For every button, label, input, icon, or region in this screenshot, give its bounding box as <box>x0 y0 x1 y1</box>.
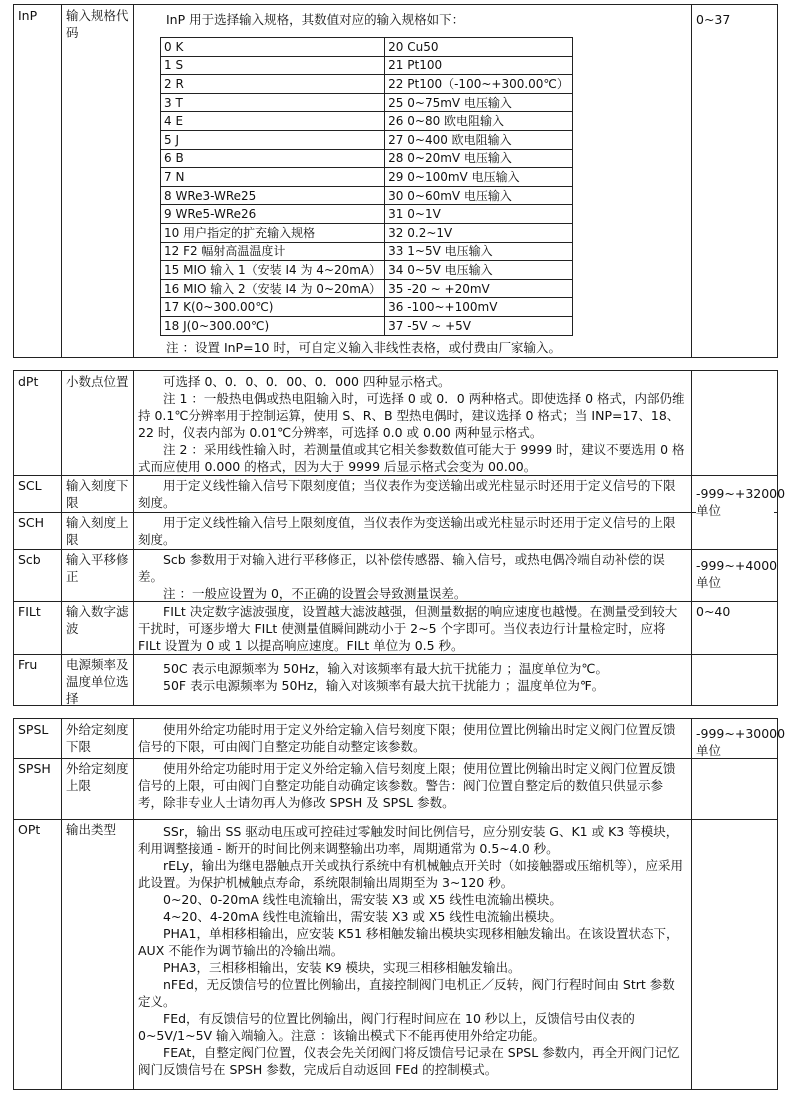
output-params-section <box>13 718 786 1090</box>
spec-row <box>161 112 573 131</box>
param-row-fru <box>14 654 777 707</box>
spec-row <box>161 168 573 187</box>
param-row-filt <box>14 601 777 654</box>
param-desc: 使用外给定功能时用于定义外给定输入信号刻度上限；使用位置比例输出时定义阀门位置反馈信号的上限，可由阀门自整定功能自动确定该参数。警告：阀门位置自整定后的数值只供显示参考，除非专业人士请勿再人为修改 SPSH 及 SPSL 参数。 <box>138 761 676 810</box>
param-name: 输入刻度下限 <box>66 478 129 510</box>
spec-row <box>161 93 573 112</box>
spec-cell-right: 34 0~5V 电压输入 <box>385 261 573 280</box>
spec-cell-right: 32 0.2~1V <box>385 223 573 242</box>
param-name: 外给定刻度下限 <box>66 722 129 754</box>
param-range: -999~+4000 单位 <box>696 558 778 590</box>
spec-cell-right: 22 Pt100（-100~+300.00℃） <box>385 75 573 94</box>
spec-cell-left: 18 J(0~300.00℃) <box>161 316 385 335</box>
spec-cell-left: 2 R <box>161 75 385 94</box>
spec-row <box>161 205 573 224</box>
spec-cell-left: 15 MIO 输入 1（安装 I4 为 4~20mA） <box>161 261 385 280</box>
spec-cell-right: 26 0~80 欧电阻输入 <box>385 112 573 131</box>
spec-cell-left: 9 WRe5-WRe26 <box>161 205 385 224</box>
spec-cell-left: 8 WRe3-WRe25 <box>161 186 385 205</box>
param-row-sch <box>14 512 777 549</box>
spec-cell-left: 12 F2 幅射高温温度计 <box>161 242 385 261</box>
param-code: SPSH <box>18 761 51 776</box>
spec-row <box>161 242 573 261</box>
param-row-spsl <box>14 719 786 758</box>
spec-cell-left: 1 S <box>161 56 385 75</box>
spec-row <box>161 186 573 205</box>
spec-cell-left: 7 N <box>161 168 385 187</box>
spec-row <box>161 298 573 317</box>
spec-row <box>161 149 573 168</box>
param-row-scl <box>14 475 777 512</box>
param-name: 输入刻度上限 <box>66 515 129 547</box>
param-desc: Scb 参数用于对输入进行平移修正，以补偿传感器、输入信号，或热电偶冷端自动补偿的误差。 注 ：一般应设置为 0，不正确的设置会导致测量误差。 <box>138 552 665 601</box>
param-code: SCL <box>18 478 42 493</box>
inp-intro: InP 用于选择输入规格，其数值对应的输入规格如下： <box>166 12 465 27</box>
param-row-spsh <box>14 758 777 819</box>
param-range-scl-sch: -999~+32000 单位 <box>696 486 786 518</box>
param-name: 输入数字滤波 <box>66 604 129 636</box>
param-name-inp: 输入规格代码 <box>66 8 129 40</box>
param-code: SCH <box>18 515 45 530</box>
param-code: Scb <box>18 552 41 567</box>
param-name: 外给定刻度上限 <box>66 761 129 793</box>
param-desc: 50C 表示电源频率为 50Hz，输入对该频率有最大抗干扰能力 ；温度单位为℃。 50F 表示电源频率为 50Hz，输入对该频率有最大抗干扰能力 ；温度单位为℉。 <box>163 661 608 693</box>
spec-row <box>161 279 573 298</box>
spec-cell-right: 31 0~1V <box>385 205 573 224</box>
spec-cell-right: 33 1~5V 电压输入 <box>385 242 573 261</box>
spec-cell-left: 5 J <box>161 130 385 149</box>
spec-row <box>161 261 573 280</box>
param-code-inp: InP <box>18 8 38 23</box>
spec-cell-left: 10 用户指定的扩充输入规格 <box>161 223 385 242</box>
spec-cell-left: 4 E <box>161 112 385 131</box>
param-desc: 用于定义线性输入信号下限刻度值；当仪表作为变送输出或光柱显示时还用于定义信号的下限刻度。 <box>138 478 676 510</box>
param-desc: 使用外给定功能时用于定义外给定输入信号刻度下限；使用位置比例输出时定义阀门位置反馈信号的下限，可由阀门自整定功能自动整定该参数。 <box>138 722 676 754</box>
param-desc: FILt 决定数字滤波强度，设置越大滤波越强，但测量数据的响应速度也越慢。在测量受到较大干扰时，可逐步增大 FILt 使测量值瞬间跳动小于 2~5 个字即可。当仪表边行计量检定时，应将 FILt 设置为 0 或 1 以提高响应速度。FILt 单位为 0.5 秒。 <box>138 604 678 653</box>
param-desc: 可选择 0、0．0、0．00、0．000 四种显示格式。 注 1 ：一般热电偶或热电阻输入时，可选择 0 或 0．0 两种格式。即使选择 0 格式，内部仍维持 0.1℃分辨率用于控制运算，使用 S、R、B 型热电偶时，建议选择 0 格式；当 INP=17、18、22 时，仪表内部为 0.01℃分辨率，可选择 0.0 或 0.00 两种显示格式。 注 2 ：采用线性输入时，若测量值或其它相关参数数值可能大于 9999 时，建议不要选用 0 格式而应使用 0.000 的格式，因为大于 9999 后显示格式会变为 00.00。 <box>138 374 685 474</box>
spec-cell-left: 3 T <box>161 93 385 112</box>
param-code: OPt <box>18 822 41 837</box>
param-name: 输入平移修正 <box>66 552 129 584</box>
spec-cell-right: 20 Cu50 <box>385 38 573 57</box>
divider <box>133 5 134 357</box>
spec-cell-right: 36 -100~+100mV <box>385 298 573 317</box>
spec-row <box>161 56 573 75</box>
spec-cell-right: 25 0~75mV 电压输入 <box>385 93 573 112</box>
param-name: 输出类型 <box>66 822 117 837</box>
param-desc: 用于定义线性输入信号上限刻度值，当仪表作为变送输出或光柱显示时还用于定义信号的上限刻度。 <box>138 515 676 547</box>
spec-row <box>161 38 573 57</box>
divider <box>61 5 62 357</box>
param-code: dPt <box>18 374 39 389</box>
param-row-scb <box>14 549 777 601</box>
spec-cell-left: 16 MIO 输入 2（安装 I4 为 0~20mA） <box>161 279 385 298</box>
param-name: 电源频率及温度单位选择 <box>66 657 129 706</box>
divider <box>691 5 692 357</box>
spec-row <box>161 316 573 335</box>
input-params-section <box>13 370 786 706</box>
spec-cell-right: 29 0~100mV 电压输入 <box>385 168 573 187</box>
spec-cell-right: 30 0~60mV 电压输入 <box>385 186 573 205</box>
spec-cell-left: 17 K(0~300.00℃) <box>161 298 385 317</box>
param-range-inp: 0~37 <box>696 12 731 27</box>
spec-row <box>161 223 573 242</box>
param-code: Fru <box>18 657 38 672</box>
input-spec-table <box>160 37 573 336</box>
spec-row <box>161 130 573 149</box>
spec-row <box>161 75 573 94</box>
param-row-dpt <box>14 371 777 475</box>
spec-cell-right: 37 -5V ~ +5V <box>385 316 573 335</box>
param-row-opt <box>14 819 777 1091</box>
spec-cell-left: 6 B <box>161 149 385 168</box>
spec-cell-right: 35 -20 ~ +20mV <box>385 279 573 298</box>
param-range-spsl-spsh: -999~+30000 单位 <box>696 726 786 758</box>
inp-note: 注 ：设置 InP=10 时，可自定义输入非线性表格，或付费由厂家输入。 <box>166 340 561 355</box>
spec-cell-left: 0 K <box>161 38 385 57</box>
param-code: SPSL <box>18 722 49 737</box>
inp-section <box>13 4 778 358</box>
param-range: 0~40 <box>696 604 731 619</box>
param-name: 小数点位置 <box>66 374 129 389</box>
spec-cell-right: 21 Pt100 <box>385 56 573 75</box>
param-desc: SSr，输出 SS 驱动电压或可控硅过零触发时间比例信号，应分别安装 G、K1 或 K3 等模块，利用调整接通 - 断开的时间比例来调整输出功率，周期通常为 0.5~4.0 秒。 rELy，输出为继电器触点开关或执行系统中有机械触点开关时（如接触器或压缩机等），应采用此设置。为保护机械触点寿命，系统限制输出周期至为 3~120 秒。 0~20、0-20mA 线性电流输出，需安装 X3 或 X5 线性电流输出模块。 4~20、4-20mA 线性电流输出，需安装 X3 或 X5 线性电流输出模块。 PHA1，单相移相输出，应安装 K51 移相触发输出模块实现移相触发输出。在该设置状态下，AUX 不能作为调节输出的冷输出端。 PHA3，三相移相输出，安装 K9 模块，实现三相移相触发输出。 nFEd，无反馈信号的位置比例输出，直接控制阀门电机正／反转，阀门行程时间由 Strt 参数定义。 FEd，有反馈信号的位置比例输出，阀门行程时间应在 10 秒以上，反馈信号由仪表的 0~5V/1~5V 输入端输入。注意 ：该输出模式下不能再使用外给定功能。 FEAt，自整定阀门位置，仪表会先关闭阀门将反馈信号记录在 SPSL 参数内，再全开阀门记忆阀门反馈信号在 SPSH 参数，完成后自动返回 FEd 的控制模式。 <box>138 824 684 1077</box>
param-code: FILt <box>18 604 41 619</box>
spec-cell-right: 28 0~20mV 电压输入 <box>385 149 573 168</box>
spec-cell-right: 27 0~400 欧电阻输入 <box>385 130 573 149</box>
